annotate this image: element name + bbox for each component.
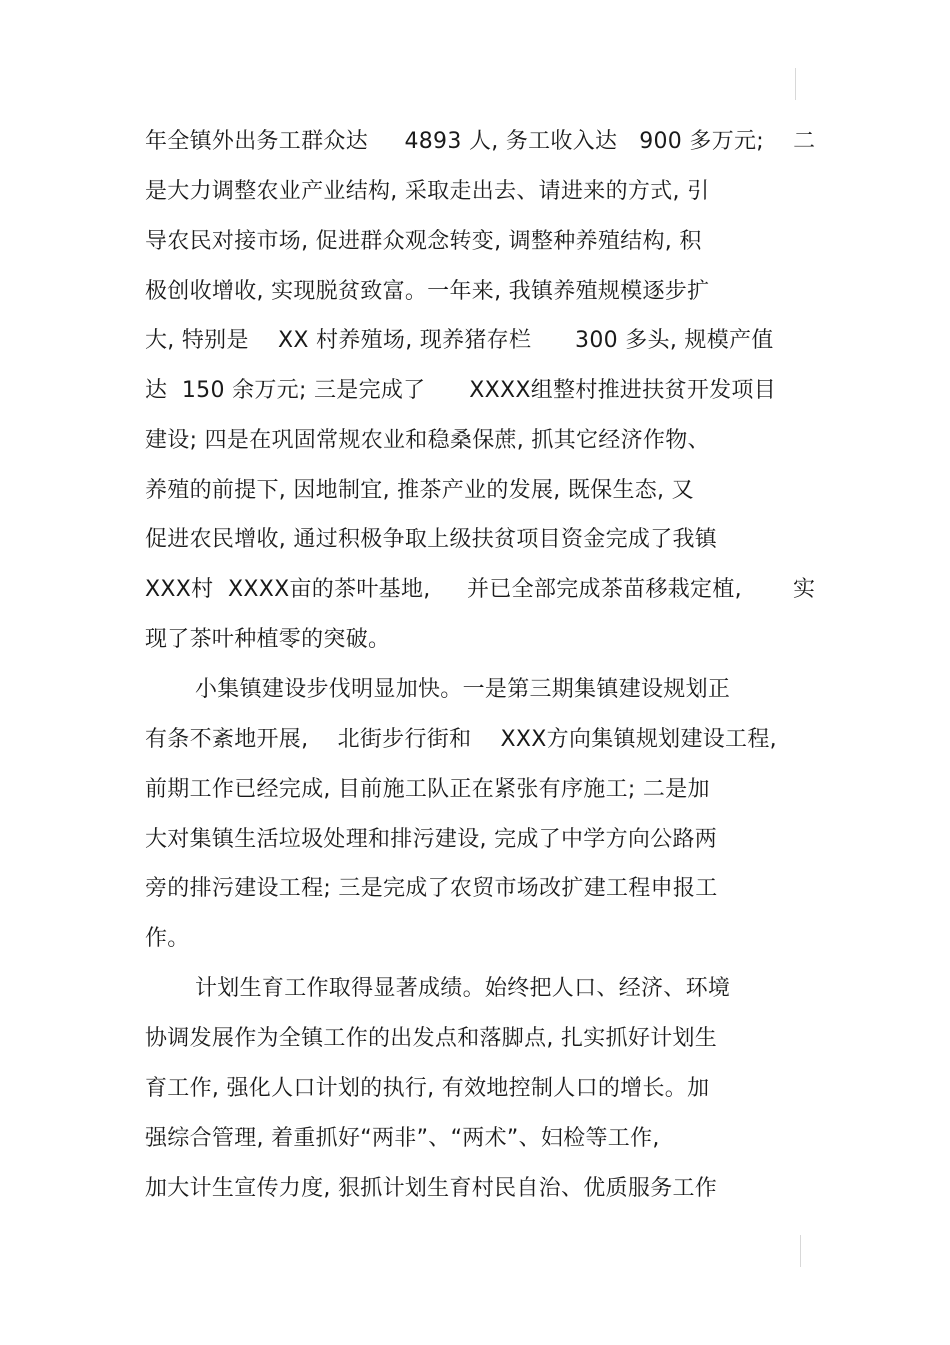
paragraph-line: 旁的排污建设工程; 三是完成了农贸市场改扩建工程申报工: [145, 876, 718, 901]
paragraph-line: 育工作, 强化人口计划的执行, 有效地控制人口的增长。加: [145, 1076, 710, 1101]
page-edge-mark: [795, 68, 796, 100]
paragraph-first-line: 小集镇建设步伐明显加快。一是第三期集镇建设规划正: [195, 677, 731, 702]
paragraph-line: 强综合管理, 着重抓好“两非”、“两术”、妇检等工作,: [145, 1126, 660, 1151]
paragraph-line: 大对集镇生活垃圾处理和排污建设, 完成了中学方向公路两: [145, 827, 718, 852]
paragraph-line: 养殖的前提下, 因地制宜, 推茶产业的发展, 既保生态, 又: [145, 478, 694, 503]
paragraph-line: 促进农民增收, 通过积极争取上级扶贫项目资金完成了我镇: [145, 527, 718, 552]
paragraph-line: 达 150 余万元; 三是完成了 XXXX组整村推进扶贫开发项目: [145, 378, 777, 403]
paragraph-line: 极创收增收, 实现脱贫致富。一年来, 我镇养殖规模逐步扩: [145, 279, 710, 304]
paragraph-line: 作。: [145, 926, 190, 951]
paragraph-line: 有条不紊地开展, 北街步行街和 XXX方向集镇规划建设工程,: [145, 727, 777, 752]
paragraph-line: 大, 特别是 XX 村养殖场, 现养猪存栏 300 多头, 规模产值: [145, 328, 774, 353]
paragraph-line: 加大计生宣传力度, 狠抓计划生育村民自治、优质服务工作: [145, 1176, 718, 1201]
paragraph-line: 现了茶叶种植零的突破。: [145, 627, 391, 652]
paragraph-line: XXX村 XXXX亩的茶叶基地, 并已全部完成茶苗移栽定植, 实: [145, 577, 816, 602]
paragraph-line: 是大力调整农业产业结构, 采取走出去、请进来的方式, 引: [145, 179, 710, 204]
page-edge-mark: [800, 1235, 801, 1267]
paragraph-line: 建设; 四是在巩固常规农业和稳桑保蔗, 抓其它经济作物、: [145, 428, 710, 453]
paragraph-line: 前期工作已经完成, 目前施工队正在紧张有序施工; 二是加: [145, 777, 710, 802]
paragraph-line: 协调发展作为全镇工作的出发点和落脚点, 扎实抓好计划生: [145, 1026, 718, 1051]
paragraph-line: 年全镇外出务工群众达 4893 人, 务工收入达 900 多万元; 二: [145, 129, 816, 154]
paragraph-first-line: 计划生育工作取得显著成绩。始终把人口、经济、环境: [195, 976, 731, 1001]
paragraph-line: 导农民对接市场, 促进群众观念转变, 调整种养殖结构, 积: [145, 229, 702, 254]
